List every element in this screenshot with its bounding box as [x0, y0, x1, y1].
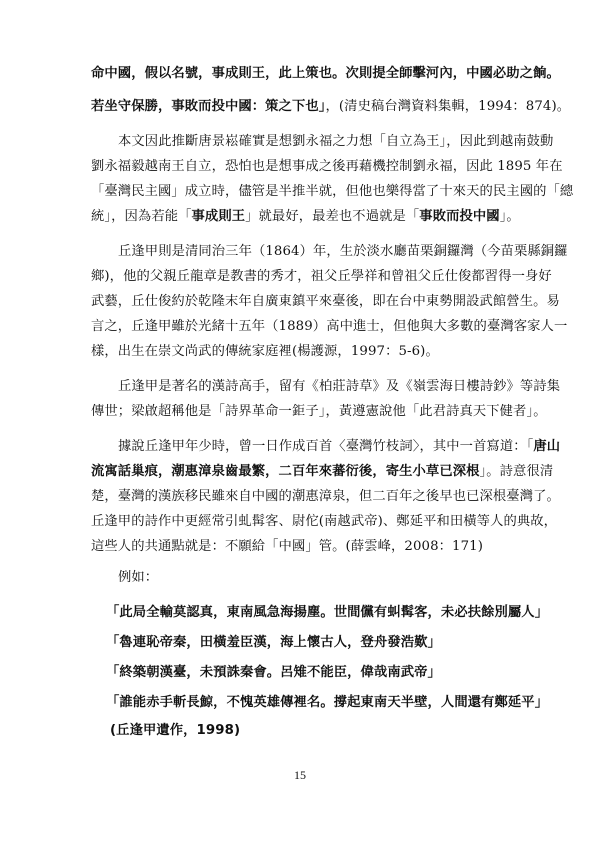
text-run: 」就最好，最差也不過就是「 — [245, 209, 420, 224]
text-line — [91, 208, 520, 226]
text-run: 」。詩意很清 — [479, 464, 554, 479]
bold-quote-run: (丘逢甲遺作，1998) — [110, 723, 241, 738]
text-run: 」。 — [499, 209, 520, 224]
text-line — [118, 133, 554, 151]
page-number: 15 — [294, 768, 306, 782]
bold-quote-run: 「誰能赤手斬長鯨，不愧英雄傳裡名。撐起東南天半壁，人間還有鄭延平」 — [106, 695, 549, 710]
text-line — [91, 463, 554, 481]
text-run: 統」，因為若能「 — [91, 209, 192, 224]
bold-quote-run: 事成則王 — [191, 209, 246, 224]
bold-quote-run: 「此局全輸莫認真，東南風急海揚塵。世間儻有虯髯客，未必扶餘別屬人」 — [106, 605, 549, 620]
text-line — [91, 158, 563, 176]
text-run: 言之，丘逢甲雖於光緒十五年（1889）高中進士，但他與大多數的臺灣客家人一 — [91, 319, 568, 334]
text-line — [91, 538, 516, 556]
text-line — [91, 98, 571, 116]
bold-quote-run: 「魯連恥帝秦，田橫羞臣漢，海上懷古人，登舟發浩歎」 — [106, 635, 441, 650]
text-line — [91, 513, 558, 531]
text-line — [91, 268, 552, 286]
text-line — [91, 183, 574, 201]
text-line — [118, 378, 561, 396]
text-line — [118, 569, 543, 587]
text-line — [91, 318, 568, 336]
text-run: 丘逢甲是著名的漢詩高手，留有《柏莊詩草》及《嶺雲海日樓詩鈔》等詩集 — [118, 379, 561, 394]
text-line — [106, 634, 531, 652]
text-run: 劉永福毅越南王自立，恐怕也是想事成之後再藉機控制劉永福，因此 1895 年在 — [91, 159, 563, 174]
text-line — [118, 438, 561, 456]
bold-quote-run: 流寓話巢痕，潮惠漳泉齒最繁，二百年來蕃衍後，寄生小草已深根 — [91, 464, 480, 479]
bold-quote-run: 若坐守保勝，事敗而投中國：策之下也」 — [91, 99, 326, 114]
text-run: 這些人的共通點就是：不願給「中國」管。(薛雲峰，2008：171) — [91, 539, 484, 554]
text-run: 樣，出生在崇文尚武的傳統家庭裡(楊護源，1997：5-6)。 — [91, 344, 439, 359]
text-line — [91, 488, 560, 506]
text-line — [106, 664, 531, 682]
bold-quote-run: 命中國，假以名號，事成則王，此上策也。次則提全師擊河內，中國必助之餉。 — [91, 66, 560, 81]
bold-quote-run: 唐山 — [533, 439, 561, 454]
text-line — [118, 243, 568, 261]
text-line — [91, 293, 560, 311]
text-run: 「臺灣民主國」成立時，儘管是半推半就，但他也樂得當了十來天的民主國的「總 — [91, 184, 574, 199]
text-line — [91, 403, 547, 421]
text-run: 丘逢甲則是清同治三年（1864）年，生於淡水廳苗栗銅鑼灣（今苗栗縣銅鑼 — [118, 244, 568, 259]
text-line — [91, 343, 516, 361]
text-run: ，(清史稿台灣資料集輯，1994：874)。 — [325, 99, 571, 114]
text-line — [110, 722, 535, 740]
bold-quote-run: 事敗而投中國 — [419, 209, 500, 224]
text-run: 丘逢甲的詩作中更經常引虬髯客、尉佗(南越武帝)、鄭延平和田橫等人的典故， — [91, 514, 558, 529]
text-line — [106, 694, 549, 712]
bold-quote-run: 「終築朝漢臺，未預誅秦會。呂雉不能臣，偉哉南武帝」 — [106, 665, 441, 680]
text-line — [91, 65, 560, 83]
text-line — [106, 604, 549, 622]
text-run: 傳世；梁啟超稱他是「詩界革命一鉅子」，黃遵憲說他「此君詩真天下健者」。 — [91, 404, 547, 419]
text-run: 據說丘逢甲年少時，曾一日作成百首〈臺灣竹枝詞〉，其中一首寫道：「 — [118, 439, 534, 454]
text-run: 武藝，丘仕俊約於乾隆末年自廣東鎮平來臺後，即在台中東勢開設武館營生。易 — [91, 294, 560, 309]
text-run: 楚，臺灣的漢族移民雖來自中國的潮惠漳泉，但二百年之後早也已深根臺灣了。 — [91, 489, 560, 504]
text-run: 例如： — [118, 570, 159, 585]
text-run: 鄉)，他的父親丘龍章是教書的秀才，祖父丘學祥和曾祖父丘仕俊都習得一身好 — [91, 269, 552, 284]
text-run: 本文因此推斷唐景崧確實是想劉永福之力想「自立為王」，因此到越南鼓動 — [118, 134, 554, 149]
